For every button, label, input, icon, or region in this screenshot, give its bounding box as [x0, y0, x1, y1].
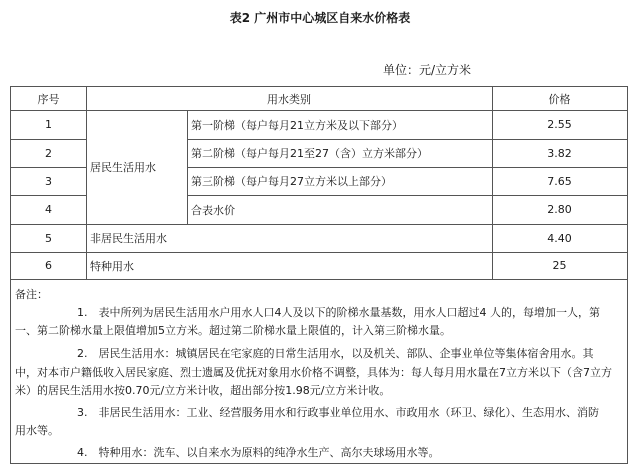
row-price: 2.55	[547, 118, 572, 131]
notes-box	[10, 280, 628, 464]
row-price: 7.65	[547, 174, 572, 188]
header-category: 用水类别	[267, 92, 311, 106]
row-desc: 第三阶梯（每户每月27立方米以上部分）	[191, 175, 392, 188]
row-category: 特种用水	[90, 259, 134, 273]
residential-category: 居民生活用水	[90, 161, 156, 174]
row-seq: 6	[45, 259, 52, 272]
row-desc: 第一阶梯（每户每月21立方米及以下部分）	[191, 118, 403, 132]
header-seq: 序号	[37, 92, 60, 106]
header-price: 价格	[548, 92, 571, 106]
row-desc: 合表水价	[191, 203, 235, 217]
note-2-line-3: 米）的居民生活用水按0.70元/立方米计收，超出部分按1.98元/立方米计收。	[15, 384, 391, 397]
row-price: 4.40	[547, 231, 572, 245]
price-table	[10, 86, 628, 280]
row-seq: 5	[45, 231, 52, 245]
note-3-line-1: 3. 非居民生活用水：工业、经营服务用水和行政事业单位用水、市政用水（环卫、绿化）、生态用水、消防	[77, 406, 599, 419]
row-price: 25	[552, 259, 567, 272]
row-seq: 3	[45, 174, 52, 188]
row-price: 2.80	[547, 203, 572, 216]
row-seq: 4	[45, 203, 52, 216]
note-2-line-2: 中，对本市户籍低收入居民家庭、烈士遗属及优抚对象用水价格不调整，具体为：每人每月用水量在7立方米以下（含7立方	[15, 366, 612, 379]
row-category: 非居民生活用水	[90, 232, 167, 245]
note-2-line-1: 2. 居民生活用水：城镇居民在宅家庭的日常生活用水，以及机关、部队、企事业单位等集体宿舍用水。其	[77, 347, 594, 360]
page-title: 表2 广州市中心城区自来水价格表	[229, 11, 411, 25]
note-1-line-1: 1. 表中所列为居民生活用水户用水人口4人及以下的阶梯水量基数，用水人口超过4 人的，每增加一人，第	[77, 306, 600, 319]
notes-label: 备注：	[15, 288, 48, 301]
row-desc: 第二阶梯（每户每月21至27（含）立方米部分）	[191, 147, 428, 160]
note-4: 4. 特种用水：洗车、以自来水为原料的纯净水生产、高尔夫球场用水等。	[77, 446, 440, 459]
row-price: 3.82	[547, 146, 572, 160]
unit-label: 单位：元/立方米	[383, 63, 472, 77]
row-seq: 2	[45, 146, 52, 160]
note-3-line-2: 用水等。	[15, 424, 59, 437]
note-1-line-2: 一、第二阶梯水量上限值增加5立方米。超过第二阶梯水量上限值的，计入第三阶梯水量。	[15, 324, 451, 337]
row-seq: 1	[45, 118, 52, 131]
